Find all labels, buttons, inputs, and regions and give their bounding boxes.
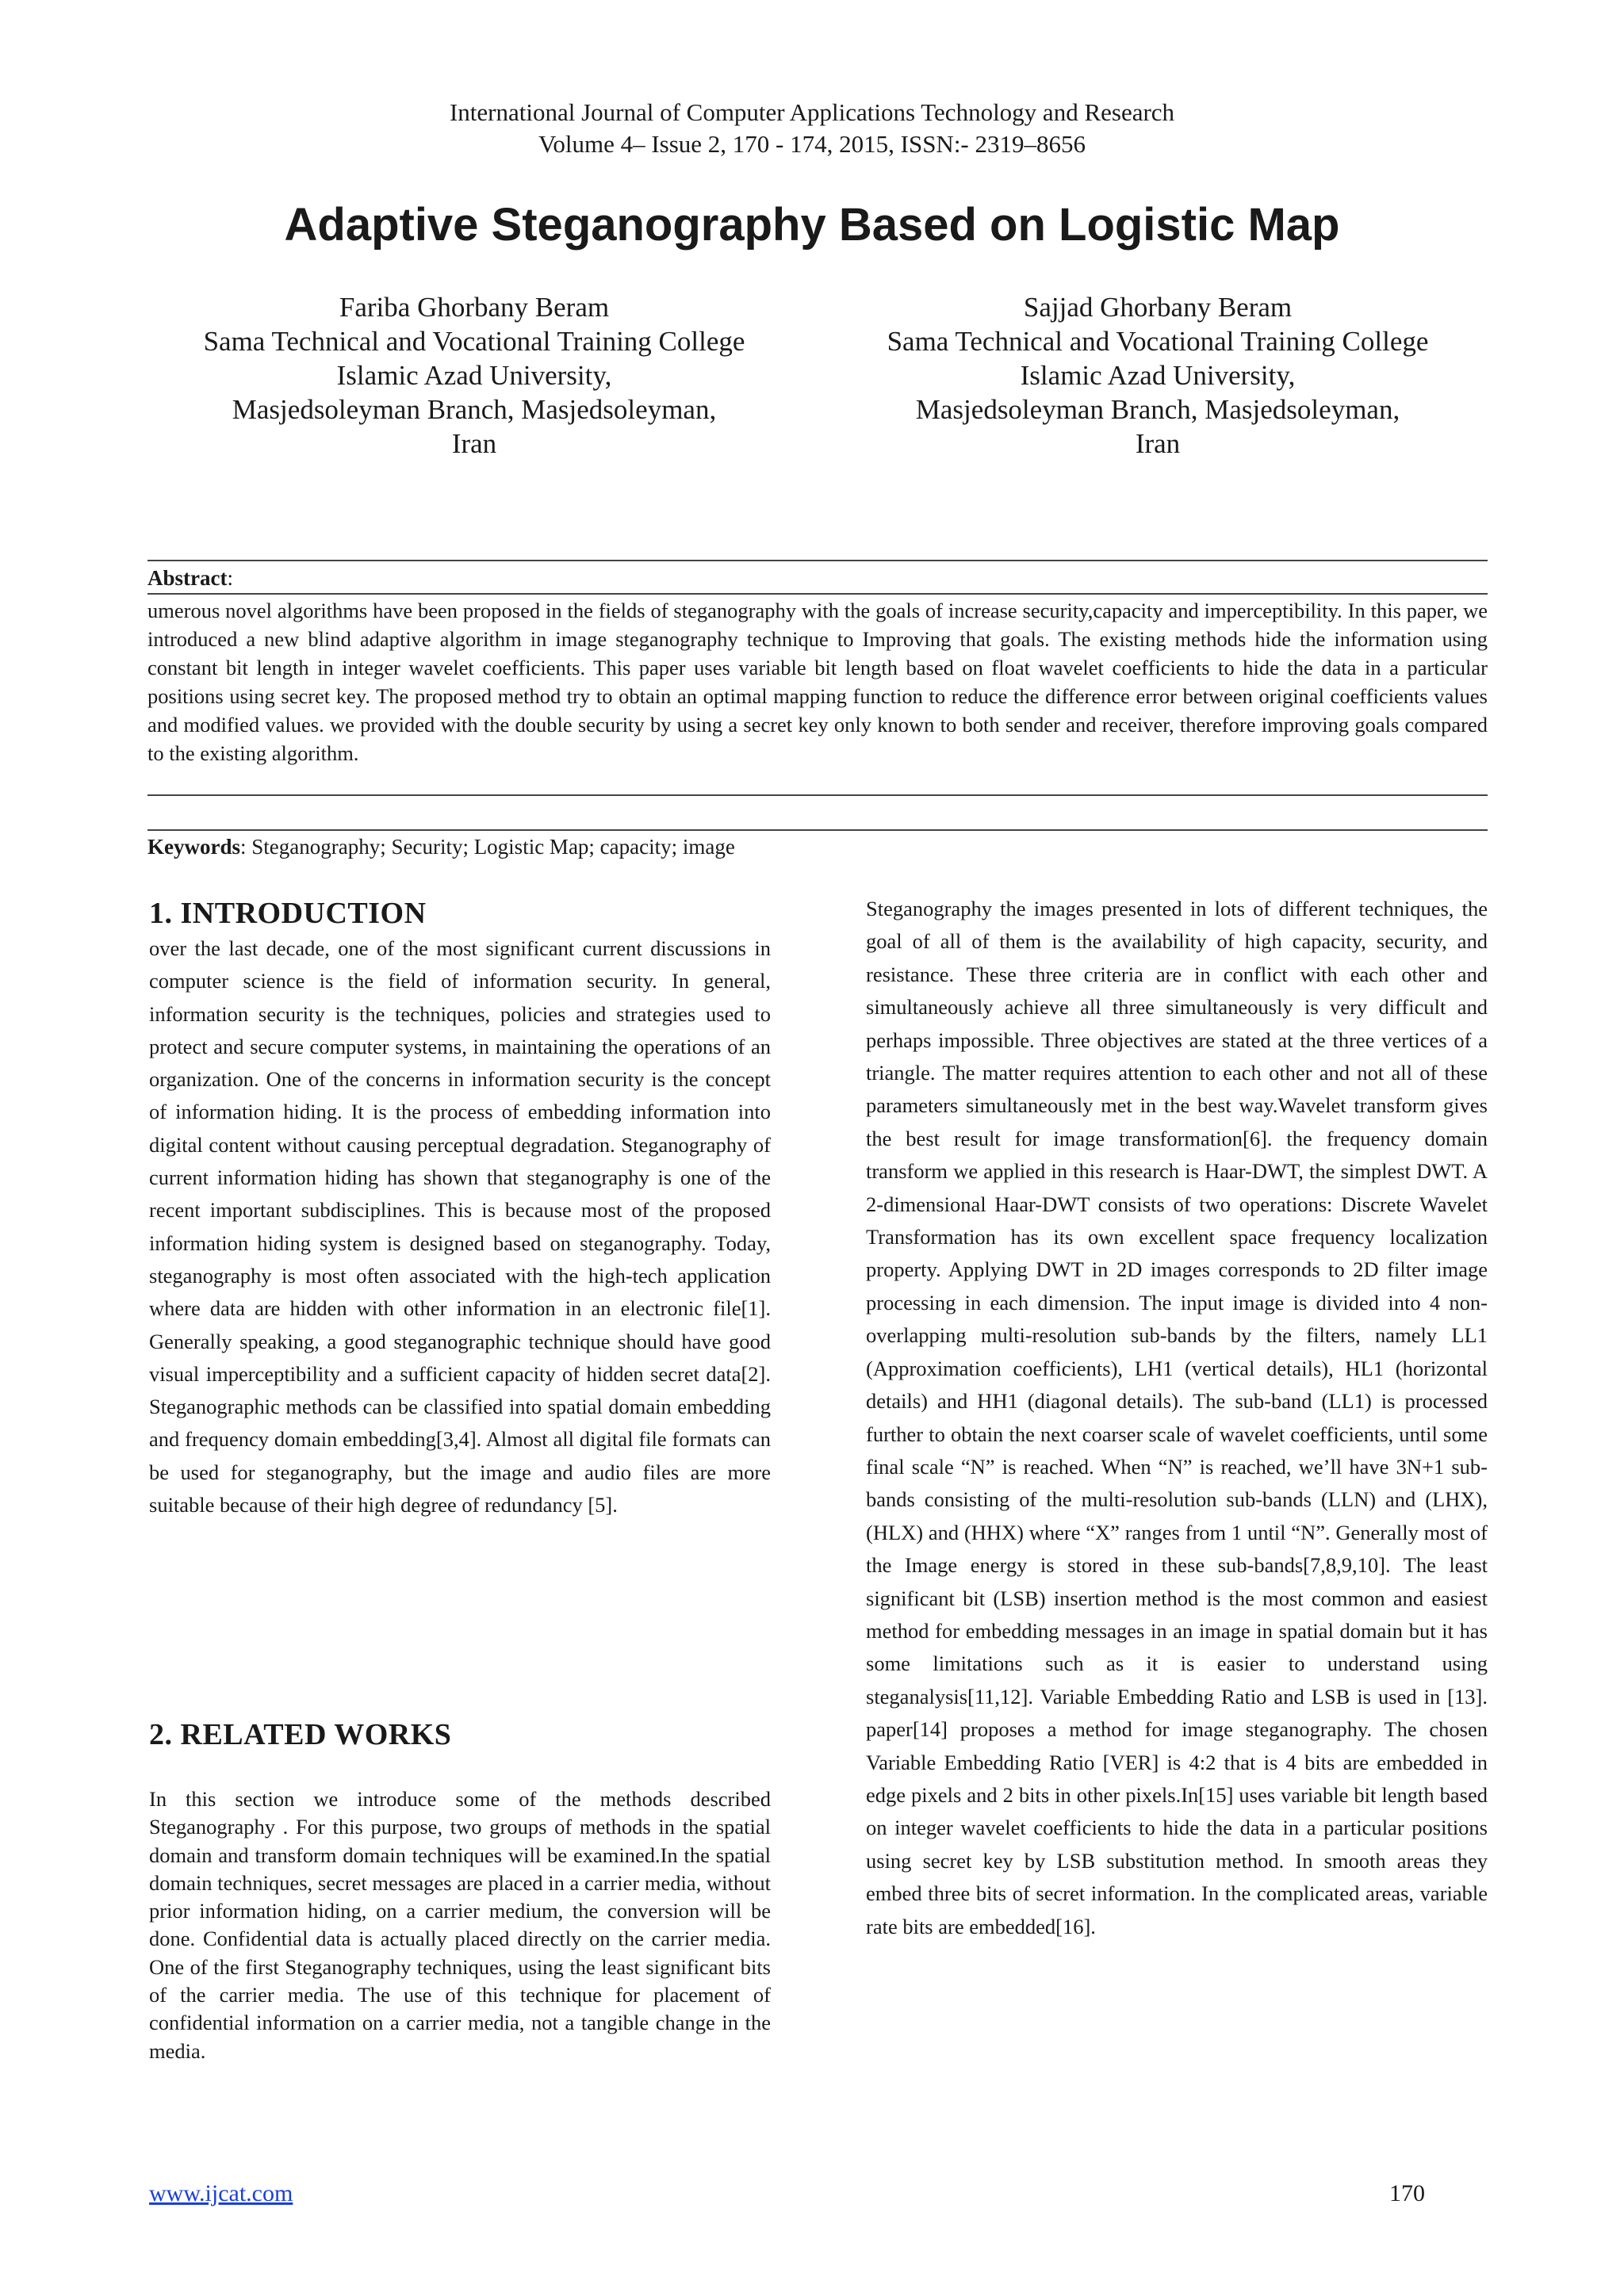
section-heading-introduction: 1. INTRODUCTION	[149, 897, 427, 930]
abstract-text: umerous novel algorithms have been proposed in the fields of steganography with the goals of increase security,capacity and imperceptibility. In this paper, we introduced a new blind adaptive algorithm in image steganography technique to Improving that goals. The existing methods hide the information using constant bit length in integer wavelet coefficients. This paper uses variable bit length based on float wavelet coefficients to hide the data in a particular positions using secret key. The proposed method try to obtain an optimal mapping function to reduce the difference error between original coefficients values and modified values. we provided with the double security by using a secret key only known to both sender and receiver, therefore improving goals compared to the existing algorithm.	[147, 599, 1488, 765]
author-block-2	[817, 290, 1499, 461]
keywords-text: : Steganography; Security; Logistic Map; capacity; image	[240, 835, 735, 859]
author-affiliation: Masjedsoleyman Branch, Masjedsoleyman,	[232, 394, 717, 425]
paper-title: Adaptive Steganography Based on Logistic Map	[284, 199, 1340, 251]
page-number: 170	[1389, 2180, 1425, 2206]
paragraph: In this section we introduce some of the methods described Steganography . For this purpose, two groups of methods in the spatial domain and transform domain techniques will be examined.In the spatial domain techniques, secret messages are placed in a carrier media, without prior information hiding, on a carrier medium, the conversion will be done. Confidential data is actually placed directly on the carrier media. One of the first Steganography techniques, using the least significant bits of the carrier media. The use of this technique for placement of confidential information on a carrier media, not a tangible change in the media.	[149, 1787, 771, 2063]
paragraph: Steganography the images presented in lots of different techniques, the goal of all of them is the availability of high capacity, security, and resistance. These three criteria are in conflict with each other and simultaneously achieve all three simultaneously is very difficult and perhaps impossible. Three objectives are stated at the three vertices of a triangle. The matter requires attention to each other and not all of these parameters simultaneously met in the best way.Wavelet transform gives the best result for image transformation[6]. the frequency domain transform we applied in this research is Haar-DWT, the simplest DWT. A 2-dimensional Haar-DWT consists of two operations: Discrete Wavelet Transformation has its own excellent space frequency localization property. Applying DWT in 2D images corresponds to 2D filter image processing in each dimension. The input image is divided into 4 non-overlapping multi-resolution sub-bands by the filters, namely LL1 (Approximation coefficients), LH1 (vertical details), HL1 (horizontal details) and HH1 (diagonal details). The sub-band (LL1) is processed further to obtain the next coarser scale of wavelet coefficients, until some final scale “N” is reached. When “N” is reached, we’ll have 3N+1 sub-bands consisting of the multi-resolution sub-bands (LLN) and (LHX), (HLX) and (HHX) where “X” ranges from 1 until “N”. Generally most of the Image energy is stored in these sub-bands[7,8,9,10]. The least significant bit (LSB) insertion method is the most common and easiest method for embedding messages in an image in spatial domain but it has some limitations such as it is easier to understand using steganalysis[11,12]. Variable Embedding Ratio and LSB is used in [13]. paper[14] proposes a method for image steganography. The chosen Variable Embedding Ratio [VER] is 4:2 that is 4 bits are embedded in edge pixels and 2 bits in other pixels.In[15] uses variable bit length based on integer wavelet coefficients to hide the data in a particular positions using secret key by LSB substitution method. In smooth areas they embed three bits of secret information. In the complicated areas, variable rate bits are embedded[16].	[866, 897, 1488, 1938]
author-country: Iran	[451, 428, 497, 459]
abstract-heading: Abstract:	[147, 566, 233, 590]
author-name: Fariba Ghorbany Beram	[339, 292, 610, 323]
abstract-bottom-rule	[147, 794, 1488, 796]
journal-website-link[interactable]: www.ijcat.com	[149, 2180, 293, 2206]
section-heading-related-works: 2. RELATED WORKS	[149, 1718, 452, 1751]
author-name: Sajjad Ghorbany Beram	[1023, 292, 1293, 323]
keywords-label: Keywords	[147, 835, 240, 859]
keywords-top-rule	[147, 829, 1488, 831]
abstract-label-rule	[147, 593, 1488, 595]
journal-volume-line: Volume 4– Issue 2, 170 - 174, 2015, ISSN:- 2319–8656	[538, 130, 1086, 158]
paragraph: over the last decade, one of the most significant current discussions in computer science is the field of information security. In general, information security is the techniques, policies and strategies used to protect and secure computer systems, in maintaining the operations of an organization. One of the concerns in information security is the concept of information hiding. It is the process of embedding information into digital content without causing perceptual degradation. Steganography of current information hiding has shown that steganography is one of the recent important subdisciplines. This is because most of the proposed information hiding system is designed based on steganography. Today, steganography is most often associated with the high-tech application where data are hidden with other information in an electronic file[1]. Generally speaking, a good steganographic technique should have good visual imperceptibility and a sufficient capacity of hidden secret data[2]. Steganographic methods can be classified into spatial domain embedding and frequency domain embedding[3,4]. Almost all digital file formats can be used for steganography, but the image and audio files are more suitable because of their high degree of redundancy [5].	[149, 936, 771, 1517]
author-block-1	[133, 290, 815, 461]
author-affiliation: Sama Technical and Vocational Training College	[203, 326, 745, 357]
abstract-top-rule	[147, 560, 1488, 561]
introduction-body	[149, 932, 771, 1521]
author-affiliation: Sama Technical and Vocational Training College	[887, 326, 1429, 357]
author-country: Iran	[1135, 428, 1181, 459]
journal-header	[0, 97, 1624, 160]
abstract-label: Abstract	[147, 566, 228, 590]
keywords-line	[147, 832, 735, 861]
author-affiliation: Masjedsoleyman Branch, Masjedsoleyman,	[915, 394, 1400, 425]
related-works-body	[149, 1785, 771, 2065]
journal-title-line: International Journal of Computer Applications Technology and Research	[449, 98, 1175, 126]
author-affiliation: Islamic Azad University,	[336, 360, 612, 391]
right-column-body	[866, 893, 1488, 1943]
author-affiliation: Islamic Azad University,	[1020, 360, 1296, 391]
